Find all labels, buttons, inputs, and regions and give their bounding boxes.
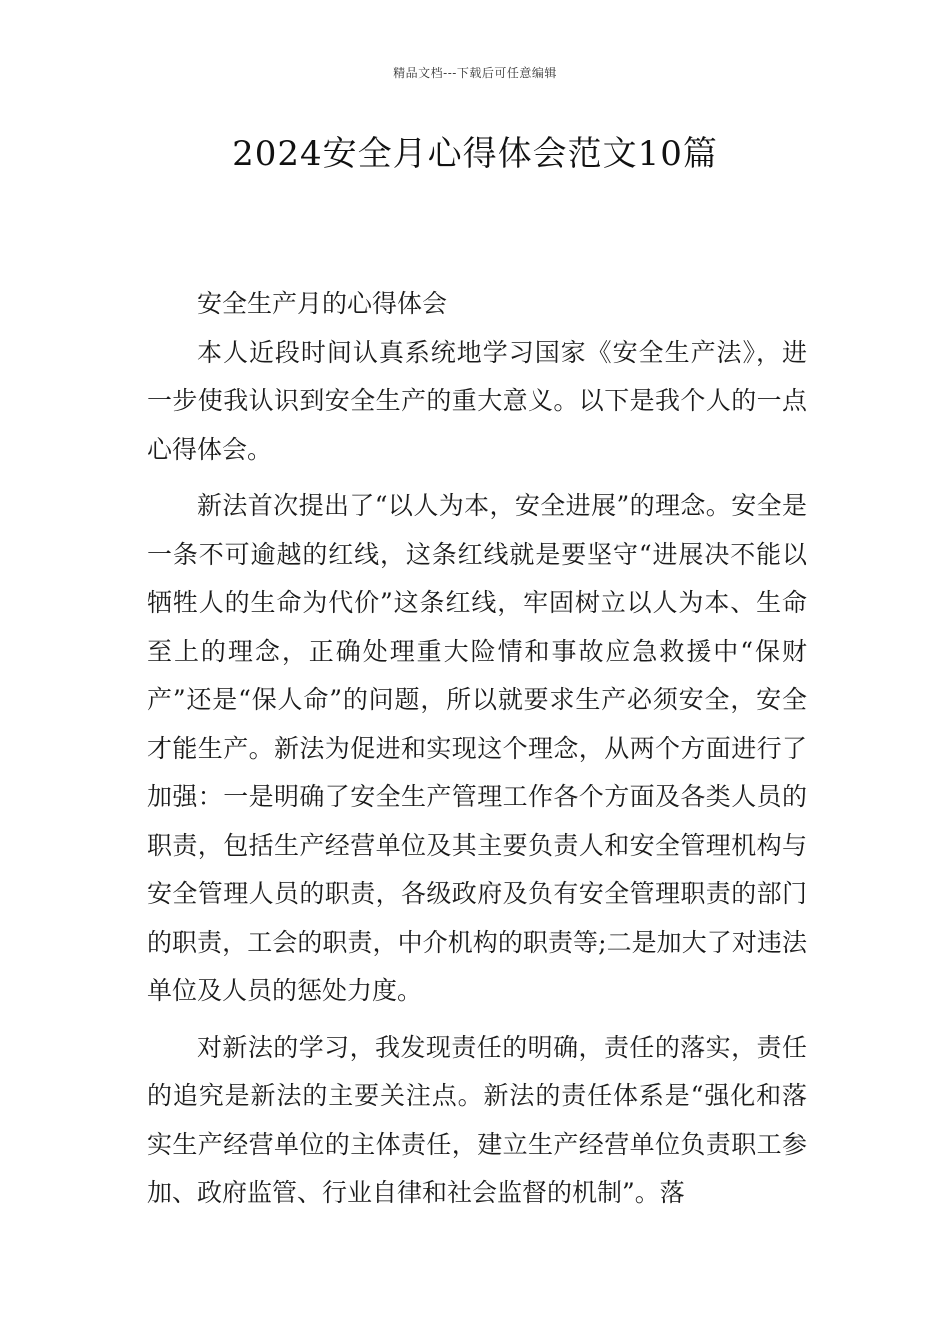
- document-title: 2024安全月心得体会范文10篇: [232, 134, 718, 174]
- paragraph-2: 新法首次提出了“以人为本，安全进展”的理念。安全是一条不可逾越的红线，这条红线就是要坚守“进展决不能以牺牲人的生命为代价”这条红线，牢固树立以人为本、生命至上的理念，正确处理重大险情和事故应急救援中“保财产”还是“保人命”的问题，所以就要求生产必须安全，安全才能生产。新法为促进和实现这个理念，从两个方面进行了加强：一是明确了安全生产管理工作各个方面及各类人员的职责，包括生产经营单位及其主要负责人和安全管理机构与安全管理人员的职责，各级政府及负有安全管理职责的部门的职责，工会的职责，中介机构的职责等;二是加大了对违法单位及人员的惩处力度。: [147, 491, 807, 1005]
- header-note: 精品文档---下载后可任意编辑: [393, 66, 557, 80]
- document-body: [147, 280, 807, 1226]
- paragraph-1: 本人近段时间认真系统地学习国家《安全生产法》，进一步使我认识到安全生产的重大意义。以下是我个人的一点心得体会。: [147, 337, 807, 464]
- paragraph-3: 对新法的学习，我发现责任的明确，责任的落实，责任的追究是新法的主要关注点。新法的责任体系是“强化和落实生产经营单位的主体责任，建立生产经营单位负责职工参加、政府监管、行业自律和社会监督的机制”。落: [147, 1032, 807, 1207]
- section-subtitle: 安全生产月的心得体会: [197, 289, 448, 318]
